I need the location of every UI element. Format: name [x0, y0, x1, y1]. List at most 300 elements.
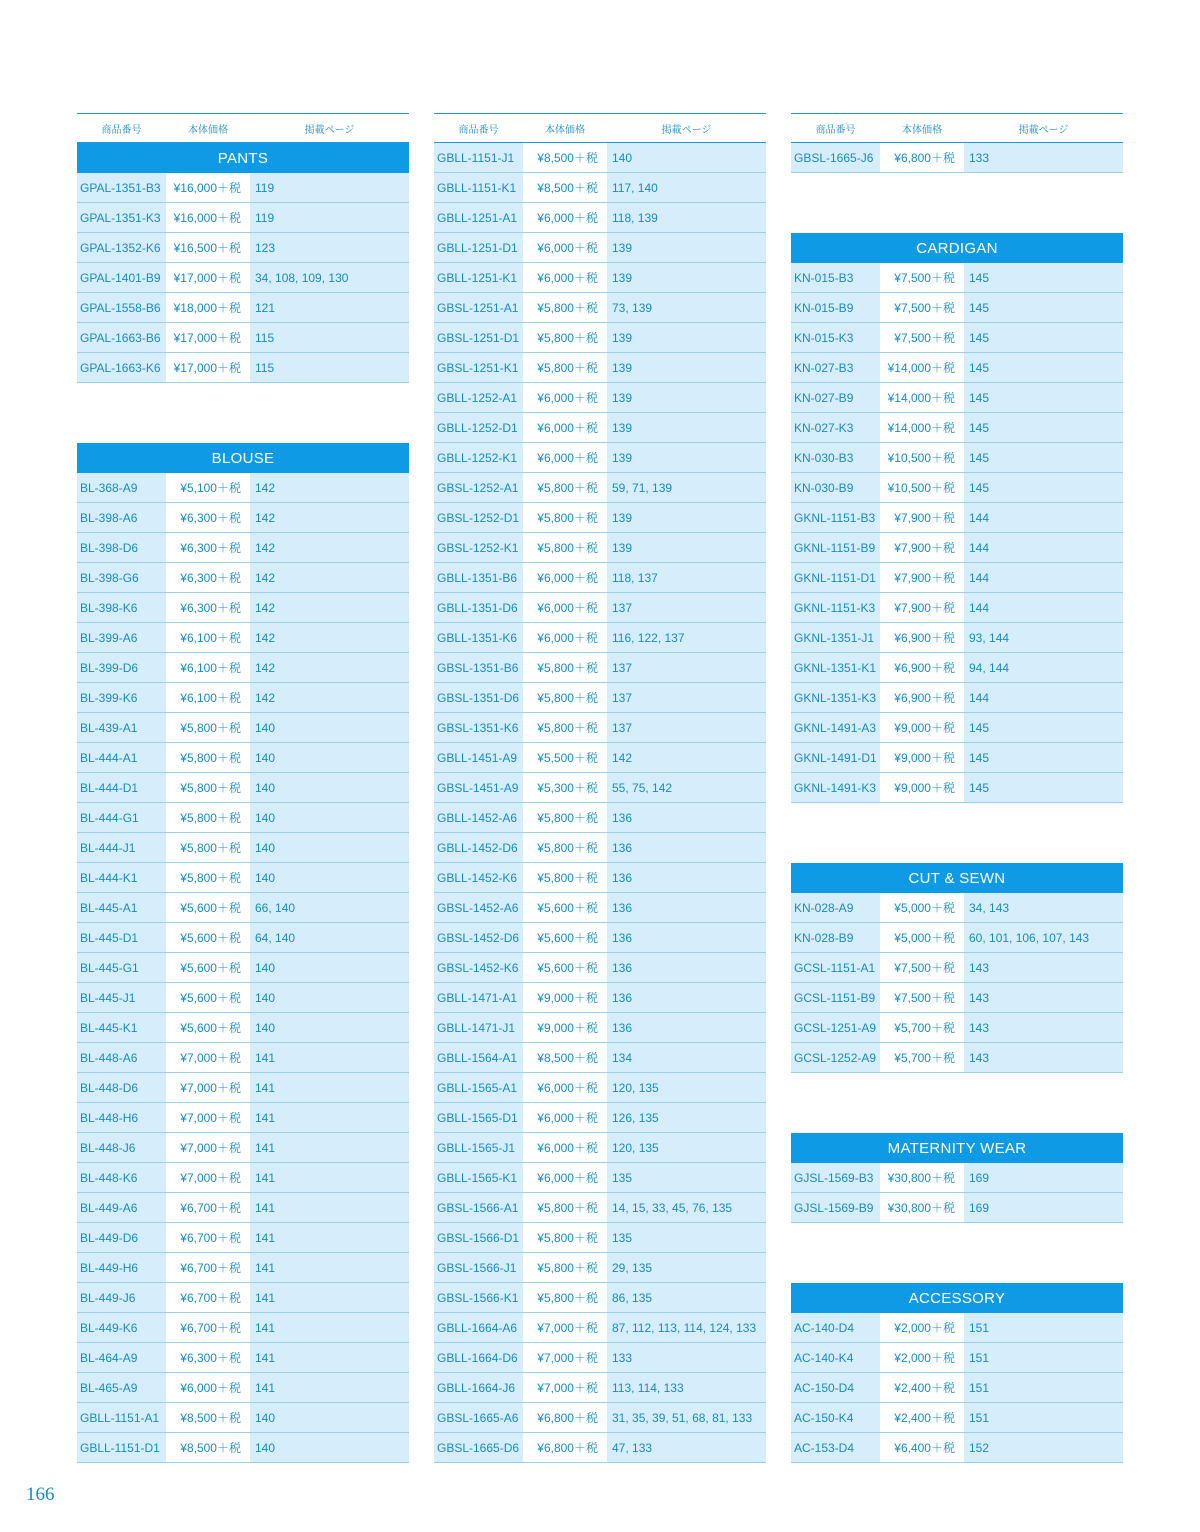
product-pages: 93, 144 — [964, 623, 1123, 652]
product-pages: 34, 143 — [964, 893, 1123, 922]
table-row — [791, 893, 1123, 923]
column-header — [77, 113, 409, 143]
product-code: BL-398-G6 — [77, 563, 166, 592]
product-price: ¥5,800＋税 — [523, 1283, 607, 1312]
table-row — [77, 263, 409, 293]
product-code: GBSL-1251-D1 — [434, 323, 523, 352]
table-row — [434, 1073, 766, 1103]
product-code: BL-448-A6 — [77, 1043, 166, 1072]
product-code: GBLL-1452-D6 — [434, 833, 523, 862]
product-pages: 135 — [607, 1223, 766, 1252]
product-code: KN-027-B9 — [791, 383, 880, 412]
product-code: GKNL-1491-K3 — [791, 773, 880, 802]
product-pages: 140 — [250, 773, 409, 802]
product-price: ¥6,000＋税 — [523, 203, 607, 232]
product-price: ¥7,900＋税 — [880, 533, 964, 562]
product-price: ¥6,800＋税 — [880, 143, 964, 172]
product-code: BL-464-A9 — [77, 1343, 166, 1372]
product-code: GBLL-1252-K1 — [434, 443, 523, 472]
product-price: ¥7,900＋税 — [880, 563, 964, 592]
product-code: BL-444-D1 — [77, 773, 166, 802]
product-code: BL-398-A6 — [77, 503, 166, 532]
product-code: GBLL-1251-K1 — [434, 263, 523, 292]
table-row — [434, 1403, 766, 1433]
product-pages: 152 — [964, 1433, 1123, 1462]
table-row — [791, 1373, 1123, 1403]
product-code: BL-449-D6 — [77, 1223, 166, 1252]
product-price: ¥6,000＋税 — [523, 263, 607, 292]
product-code: GBSL-1251-A1 — [434, 293, 523, 322]
product-pages: 136 — [607, 923, 766, 952]
product-code: GKNL-1491-A3 — [791, 713, 880, 742]
product-code: BL-445-G1 — [77, 953, 166, 982]
product-pages: 136 — [607, 983, 766, 1012]
product-price: ¥7,900＋税 — [880, 593, 964, 622]
product-pages: 145 — [964, 353, 1123, 382]
product-pages: 120, 135 — [607, 1073, 766, 1102]
product-code: GBSL-1566-D1 — [434, 1223, 523, 1252]
table-row — [434, 1253, 766, 1283]
product-code: BL-448-D6 — [77, 1073, 166, 1102]
product-price: ¥5,600＋税 — [166, 923, 250, 952]
product-pages: 139 — [607, 383, 766, 412]
product-pages: 133 — [964, 143, 1123, 172]
table-row — [77, 1133, 409, 1163]
product-price: ¥6,300＋税 — [166, 533, 250, 562]
product-code: KN-030-B9 — [791, 473, 880, 502]
product-price: ¥6,300＋税 — [166, 563, 250, 592]
table-row — [434, 503, 766, 533]
product-price: ¥16,500＋税 — [166, 233, 250, 262]
table-row — [434, 1283, 766, 1313]
product-pages: 139 — [607, 263, 766, 292]
product-code: BL-449-H6 — [77, 1253, 166, 1282]
product-price: ¥5,800＋税 — [166, 743, 250, 772]
product-price: ¥30,800＋税 — [880, 1193, 964, 1222]
product-price: ¥14,000＋税 — [880, 413, 964, 442]
table-row — [434, 1103, 766, 1133]
product-pages: 140 — [250, 743, 409, 772]
table-row — [791, 1433, 1123, 1463]
product-code: GBLL-1252-D1 — [434, 413, 523, 442]
product-code: GCSL-1252-A9 — [791, 1043, 880, 1072]
table-row — [791, 1343, 1123, 1373]
product-pages: 144 — [964, 593, 1123, 622]
product-code: GPAL-1352-K6 — [77, 233, 166, 262]
product-pages: 144 — [964, 563, 1123, 592]
table-row — [77, 1373, 409, 1403]
product-price: ¥9,000＋税 — [523, 983, 607, 1012]
product-code: GBSL-1252-K1 — [434, 533, 523, 562]
product-pages: 136 — [607, 1013, 766, 1042]
product-price: ¥6,900＋税 — [880, 653, 964, 682]
table-row — [434, 1163, 766, 1193]
table-row — [434, 1343, 766, 1373]
product-price: ¥9,000＋税 — [523, 1013, 607, 1042]
product-price: ¥7,500＋税 — [880, 953, 964, 982]
product-code: BL-444-G1 — [77, 803, 166, 832]
product-code: GKNL-1351-K1 — [791, 653, 880, 682]
table-row — [77, 293, 409, 323]
table-row — [434, 443, 766, 473]
product-price: ¥5,800＋税 — [523, 713, 607, 742]
header-page: 掲載ページ — [661, 124, 712, 136]
product-code: GBLL-1252-A1 — [434, 383, 523, 412]
product-pages: 144 — [964, 683, 1123, 712]
header-code: 商品番号 — [101, 124, 142, 136]
product-code: BL-449-A6 — [77, 1193, 166, 1222]
product-code: BL-448-K6 — [77, 1163, 166, 1192]
product-pages: 141 — [250, 1253, 409, 1282]
product-code: GBSL-1452-K6 — [434, 953, 523, 982]
table-row — [791, 1163, 1123, 1193]
product-pages: 137 — [607, 683, 766, 712]
product-price: ¥8,500＋税 — [166, 1403, 250, 1432]
product-price: ¥5,800＋税 — [523, 1193, 607, 1222]
product-pages: 145 — [964, 263, 1123, 292]
table-row — [77, 203, 409, 233]
table-row — [791, 383, 1123, 413]
product-code: BL-399-A6 — [77, 623, 166, 652]
product-pages: 136 — [607, 863, 766, 892]
product-price: ¥5,600＋税 — [523, 893, 607, 922]
table-row — [434, 173, 766, 203]
product-code: BL-398-K6 — [77, 593, 166, 622]
product-pages: 145 — [964, 713, 1123, 742]
product-pages: 116, 122, 137 — [607, 623, 766, 652]
product-price: ¥10,500＋税 — [880, 473, 964, 502]
product-price: ¥2,000＋税 — [880, 1313, 964, 1342]
product-pages: 151 — [964, 1403, 1123, 1432]
table-row — [791, 773, 1123, 803]
product-price: ¥5,800＋税 — [166, 803, 250, 832]
table-row — [791, 1013, 1123, 1043]
product-code: GPAL-1558-B6 — [77, 293, 166, 322]
product-pages: 145 — [964, 413, 1123, 442]
table-row — [791, 593, 1123, 623]
product-code: GKNL-1351-J1 — [791, 623, 880, 652]
table-row — [77, 1433, 409, 1463]
table-row — [77, 653, 409, 683]
table-row — [77, 863, 409, 893]
table-row — [77, 743, 409, 773]
product-pages: 117, 140 — [607, 173, 766, 202]
table-row — [791, 1043, 1123, 1073]
product-pages: 141 — [250, 1223, 409, 1252]
product-code: KN-027-K3 — [791, 413, 880, 442]
product-pages: 136 — [607, 833, 766, 862]
product-pages: 142 — [250, 473, 409, 502]
product-price: ¥6,400＋税 — [880, 1433, 964, 1462]
table-row — [77, 1103, 409, 1133]
product-price: ¥5,800＋税 — [166, 773, 250, 802]
product-price: ¥5,800＋税 — [523, 653, 607, 682]
page-number: 166 — [26, 1484, 55, 1505]
product-price: ¥17,000＋税 — [166, 263, 250, 292]
product-price: ¥16,000＋税 — [166, 173, 250, 202]
product-price: ¥6,300＋税 — [166, 593, 250, 622]
product-price: ¥5,800＋税 — [166, 863, 250, 892]
table-row — [791, 443, 1123, 473]
product-code: GCSL-1151-B9 — [791, 983, 880, 1012]
product-code: GBSL-1351-K6 — [434, 713, 523, 742]
product-code: GBSL-1351-D6 — [434, 683, 523, 712]
product-code: BL-448-J6 — [77, 1133, 166, 1162]
product-pages: 31, 35, 39, 51, 68, 81, 133 — [607, 1403, 766, 1432]
product-price: ¥5,000＋税 — [880, 923, 964, 952]
table-row — [434, 923, 766, 953]
table-row — [77, 1043, 409, 1073]
product-price: ¥9,000＋税 — [880, 773, 964, 802]
product-price: ¥6,000＋税 — [166, 1373, 250, 1402]
table-row — [791, 293, 1123, 323]
table-row — [434, 1013, 766, 1043]
product-pages: 151 — [964, 1343, 1123, 1372]
product-price: ¥5,800＋税 — [523, 353, 607, 382]
product-price: ¥5,800＋税 — [523, 503, 607, 532]
product-price: ¥5,800＋税 — [523, 683, 607, 712]
product-price: ¥5,800＋税 — [523, 803, 607, 832]
product-pages: 119 — [250, 173, 409, 202]
table-row — [434, 773, 766, 803]
product-price: ¥16,000＋税 — [166, 203, 250, 232]
product-price: ¥2,400＋税 — [880, 1403, 964, 1432]
product-pages: 34, 108, 109, 130 — [250, 263, 409, 292]
product-pages: 145 — [964, 293, 1123, 322]
product-price: ¥9,000＋税 — [880, 743, 964, 772]
product-pages: 139 — [607, 533, 766, 562]
product-code: GBLL-1565-J1 — [434, 1133, 523, 1162]
product-code: GBLL-1451-A9 — [434, 743, 523, 772]
product-pages: 140 — [250, 1013, 409, 1042]
table-row — [791, 533, 1123, 563]
product-price: ¥5,800＋税 — [523, 1253, 607, 1282]
product-code: BL-448-H6 — [77, 1103, 166, 1132]
product-price: ¥6,700＋税 — [166, 1313, 250, 1342]
product-code: GKNL-1151-B9 — [791, 533, 880, 562]
product-pages: 64, 140 — [250, 923, 409, 952]
product-price: ¥6,000＋税 — [523, 563, 607, 592]
product-code: AC-140-K4 — [791, 1343, 880, 1372]
product-code: GBSL-1665-D6 — [434, 1433, 523, 1462]
product-price: ¥5,600＋税 — [166, 983, 250, 1012]
product-code: GPAL-1663-B6 — [77, 323, 166, 352]
section-spacer — [791, 1073, 1123, 1133]
product-pages: 134 — [607, 1043, 766, 1072]
product-pages: 145 — [964, 473, 1123, 502]
product-pages: 140 — [250, 1433, 409, 1462]
table-row — [77, 803, 409, 833]
product-pages: 145 — [964, 773, 1123, 802]
table-row — [434, 233, 766, 263]
product-pages: 140 — [250, 953, 409, 982]
product-price: ¥6,900＋税 — [880, 623, 964, 652]
table-row — [791, 413, 1123, 443]
table-row — [77, 773, 409, 803]
product-pages: 137 — [607, 713, 766, 742]
product-code: GBLL-1151-K1 — [434, 173, 523, 202]
product-code: AC-140-D4 — [791, 1313, 880, 1342]
product-price: ¥6,900＋税 — [880, 683, 964, 712]
table-row — [434, 983, 766, 1013]
product-pages: 139 — [607, 413, 766, 442]
table-row — [434, 593, 766, 623]
table-row — [434, 863, 766, 893]
header-code: 商品番号 — [815, 124, 856, 136]
product-price: ¥5,800＋税 — [523, 323, 607, 352]
product-code: GBLL-1251-D1 — [434, 233, 523, 262]
product-pages: 145 — [964, 443, 1123, 472]
product-pages: 141 — [250, 1373, 409, 1402]
price-list-column-3 — [791, 113, 1123, 1463]
product-pages: 140 — [250, 803, 409, 832]
product-price: ¥7,000＋税 — [166, 1133, 250, 1162]
table-row — [77, 923, 409, 953]
table-row — [434, 383, 766, 413]
table-row — [77, 1343, 409, 1373]
section-title-cardigan: CARDIGAN — [791, 233, 1123, 263]
product-price: ¥8,500＋税 — [523, 143, 607, 172]
product-price: ¥6,300＋税 — [166, 1343, 250, 1372]
product-pages: 142 — [607, 743, 766, 772]
product-code: GBSL-1665-A6 — [434, 1403, 523, 1432]
table-row — [434, 143, 766, 173]
product-pages: 115 — [250, 353, 409, 382]
table-row — [434, 1373, 766, 1403]
table-row — [77, 833, 409, 863]
price-list-column-1 — [77, 113, 409, 1463]
product-price: ¥5,000＋税 — [880, 893, 964, 922]
product-code: BL-445-A1 — [77, 893, 166, 922]
table-row — [77, 1253, 409, 1283]
product-pages: 133 — [607, 1343, 766, 1372]
product-price: ¥14,000＋税 — [880, 353, 964, 382]
section-spacer — [77, 383, 409, 443]
table-row — [791, 353, 1123, 383]
product-code: GBLL-1151-A1 — [77, 1403, 166, 1432]
section-title-pants: PANTS — [77, 143, 409, 173]
product-code: GPAL-1663-K6 — [77, 353, 166, 382]
product-price: ¥6,100＋税 — [166, 623, 250, 652]
table-row — [434, 1313, 766, 1343]
product-pages: 169 — [964, 1193, 1123, 1222]
product-code: GBSL-1252-D1 — [434, 503, 523, 532]
product-pages: 121 — [250, 293, 409, 322]
product-pages: 14, 15, 33, 45, 76, 135 — [607, 1193, 766, 1222]
product-price: ¥6,000＋税 — [523, 593, 607, 622]
product-pages: 142 — [250, 683, 409, 712]
table-row — [434, 743, 766, 773]
product-pages: 143 — [964, 1013, 1123, 1042]
table-row — [77, 983, 409, 1013]
table-row — [434, 893, 766, 923]
column-header — [791, 113, 1123, 143]
product-code: AC-150-K4 — [791, 1403, 880, 1432]
table-row — [791, 263, 1123, 293]
product-pages: 60, 101, 106, 107, 143 — [964, 923, 1123, 952]
product-price: ¥5,600＋税 — [166, 893, 250, 922]
product-pages: 139 — [607, 323, 766, 352]
section-spacer — [791, 1223, 1123, 1283]
table-row — [434, 623, 766, 653]
table-row — [434, 1433, 766, 1463]
table-row — [434, 353, 766, 383]
product-pages: 59, 71, 139 — [607, 473, 766, 502]
table-row — [434, 533, 766, 563]
table-row — [434, 293, 766, 323]
table-row — [434, 563, 766, 593]
product-price: ¥5,800＋税 — [523, 293, 607, 322]
product-code: GBLL-1452-K6 — [434, 863, 523, 892]
product-code: GBSL-1452-A6 — [434, 893, 523, 922]
product-price: ¥8,500＋税 — [523, 173, 607, 202]
table-row — [77, 533, 409, 563]
table-row — [791, 143, 1123, 173]
product-price: ¥6,000＋税 — [523, 1103, 607, 1132]
product-pages: 139 — [607, 503, 766, 532]
product-code: AC-150-D4 — [791, 1373, 880, 1402]
product-code: KN-028-A9 — [791, 893, 880, 922]
product-pages: 169 — [964, 1163, 1123, 1192]
product-code: KN-028-B9 — [791, 923, 880, 952]
product-pages: 123 — [250, 233, 409, 262]
table-row — [77, 1283, 409, 1313]
table-row — [77, 1193, 409, 1223]
product-price: ¥10,500＋税 — [880, 443, 964, 472]
product-price: ¥5,600＋税 — [523, 923, 607, 952]
product-price: ¥7,000＋税 — [166, 1073, 250, 1102]
product-price: ¥6,000＋税 — [523, 413, 607, 442]
product-code: BL-444-K1 — [77, 863, 166, 892]
product-price: ¥30,800＋税 — [880, 1163, 964, 1192]
product-pages: 140 — [250, 983, 409, 1012]
table-row — [434, 323, 766, 353]
product-price: ¥6,700＋税 — [166, 1283, 250, 1312]
header-price: 本体価格 — [545, 124, 585, 136]
product-pages: 141 — [250, 1103, 409, 1132]
table-row — [77, 353, 409, 383]
product-code: KN-015-B3 — [791, 263, 880, 292]
table-row — [434, 473, 766, 503]
header-price: 本体価格 — [188, 124, 228, 136]
table-row — [434, 1043, 766, 1073]
section-title-cut-sewn: CUT & SEWN — [791, 863, 1123, 893]
header-price: 本体価格 — [902, 124, 942, 136]
product-code: GBSL-1452-D6 — [434, 923, 523, 952]
product-price: ¥7,000＋税 — [166, 1043, 250, 1072]
product-pages: 151 — [964, 1313, 1123, 1342]
product-code: GKNL-1151-D1 — [791, 563, 880, 592]
product-pages: 118, 137 — [607, 563, 766, 592]
table-row — [791, 983, 1123, 1013]
product-price: ¥7,000＋税 — [523, 1343, 607, 1372]
product-code: KN-030-B3 — [791, 443, 880, 472]
product-pages: 140 — [250, 713, 409, 742]
table-row — [791, 503, 1123, 533]
product-code: BL-449-K6 — [77, 1313, 166, 1342]
product-code: GPAL-1351-B3 — [77, 173, 166, 202]
product-pages: 126, 135 — [607, 1103, 766, 1132]
product-code: GKNL-1151-K3 — [791, 593, 880, 622]
product-code: GBLL-1565-A1 — [434, 1073, 523, 1102]
product-price: ¥6,000＋税 — [523, 443, 607, 472]
product-price: ¥5,800＋税 — [523, 833, 607, 862]
header-page: 掲載ページ — [304, 124, 355, 136]
product-code: GBLL-1565-K1 — [434, 1163, 523, 1192]
product-pages: 135 — [607, 1163, 766, 1192]
table-row — [791, 1403, 1123, 1433]
table-row — [791, 713, 1123, 743]
